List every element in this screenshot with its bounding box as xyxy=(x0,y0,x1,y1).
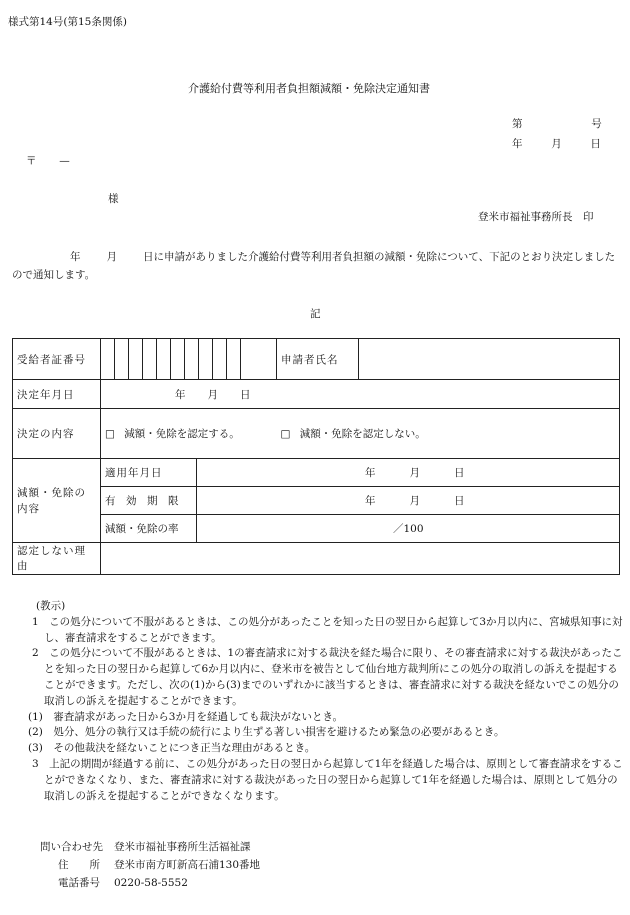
decision-date-field[interactable]: 年 月 日 xyxy=(101,380,620,409)
reject-checkbox[interactable]: □ xyxy=(280,428,291,440)
applicable-date-field[interactable]: 年 月 日 xyxy=(197,459,620,487)
decision-date-label: 決定年月日 xyxy=(13,380,101,409)
applicant-name-field[interactable] xyxy=(359,339,620,380)
addressee-suffix: 様 xyxy=(108,193,119,205)
rate-label: 減額・免除の率 xyxy=(101,515,197,543)
rate-field[interactable] xyxy=(197,515,620,543)
doc-number xyxy=(512,116,602,131)
reduction-label: 減額・免除の内容 xyxy=(13,459,101,543)
decision-table xyxy=(12,338,620,575)
address-label: 住 所 xyxy=(58,859,100,871)
rate-value: ／100 xyxy=(393,523,424,535)
valid-until-label: 有 効 期 限 xyxy=(101,487,197,515)
decision-content-label: 決定の内容 xyxy=(13,409,101,459)
approve-option-label: 減額・免除を認定する。 xyxy=(124,428,240,440)
issuer: 登米市福祉事務所長 印 xyxy=(478,211,594,223)
postal-line xyxy=(26,153,70,168)
notes-heading: (教示) xyxy=(36,600,66,612)
address-value: 登米市南方町新高石浦130番地 xyxy=(114,859,261,871)
applicant-name-label: 申請者氏名 xyxy=(277,339,359,380)
doc-number-suffix: 号 xyxy=(591,118,602,130)
inquiry-label: 問い合わせ先 xyxy=(40,841,103,853)
form-number: 様式第14号(第15条関係) xyxy=(8,16,127,28)
phone-value: 0220-58-5552 xyxy=(114,877,188,889)
note-item: (2) 処分、処分の執行又は手続の続行により生ずる著しい損害を避けるため緊急の必要があるとき。 xyxy=(28,726,505,739)
reject-reason-field[interactable] xyxy=(101,543,620,575)
note-item: 1 この処分について不服があるときは、この処分があったことを知った日の翌日から起算して3か月以内に、宮城県知事に対し、審査請求をすることができます。 xyxy=(32,615,623,644)
contact-info xyxy=(40,838,260,892)
reject-option-label: 減額・免除を認定しない。 xyxy=(299,428,426,440)
phone-label: 電話番号 xyxy=(58,877,100,889)
note-item: (3) その他裁決を経ないことにつき正当な理由があるとき。 xyxy=(28,742,316,755)
approve-checkbox[interactable]: □ xyxy=(105,428,115,440)
body-text: 年 月 日に申請がありました介護給付費等利用者負担額の減額・免除について、下記のとおり決定しましたので通知します。 xyxy=(12,251,616,281)
postal-mark: 〒 xyxy=(26,155,37,167)
document-title: 介護給付費等利用者負担額減額・免除決定通知書 xyxy=(188,82,430,95)
recipient-no-boxes[interactable] xyxy=(101,339,277,380)
valid-until-field[interactable]: 年 月 日 xyxy=(197,487,620,515)
applicable-date-label: 適用年月日 xyxy=(101,459,197,487)
note-item: 2 この処分について不服があるときは、1の審査請求に対する裁決を経た場合に限り、その審査請求に対する裁決があったことを知った日の翌日から起算して6か月以内に、登米市を被告として仙台地方裁判所にこの処分の取消しの訴えを提起することができます。ただし、次の(1)から(3)までのいずれかに該当するときは、審査請求に対する裁決を経ないでこの処分の取消しの訴えを提起することができます。 xyxy=(32,647,623,707)
note-item: (1) 審査請求があった日から3か月を経過しても裁決がないとき。 xyxy=(28,710,344,723)
instruction-notes xyxy=(28,599,624,804)
recipient-no-label: 受給者証番号 xyxy=(13,339,101,380)
issue-date: 年 月 日 xyxy=(512,138,601,150)
ki-heading: 記 xyxy=(310,308,321,320)
decision-content-field xyxy=(101,409,620,459)
postal-dash: — xyxy=(59,155,70,167)
inquiry-value: 登米市福祉事務所生活福祉課 xyxy=(114,841,251,853)
note-item: 3 上記の期間が経過する前に、この処分があった日の翌日から起算して1年を経過した場合は、原則として審査請求をすることができなくなり、また、審査請求に対する裁決があった日の翌日から起算して1年を経過した場合は、原則として処分の取消しの訴えを提起することができなくなります。 xyxy=(32,757,623,802)
reject-reason-label: 認定しない理由 xyxy=(13,543,101,575)
doc-number-prefix: 第 xyxy=(512,118,523,130)
